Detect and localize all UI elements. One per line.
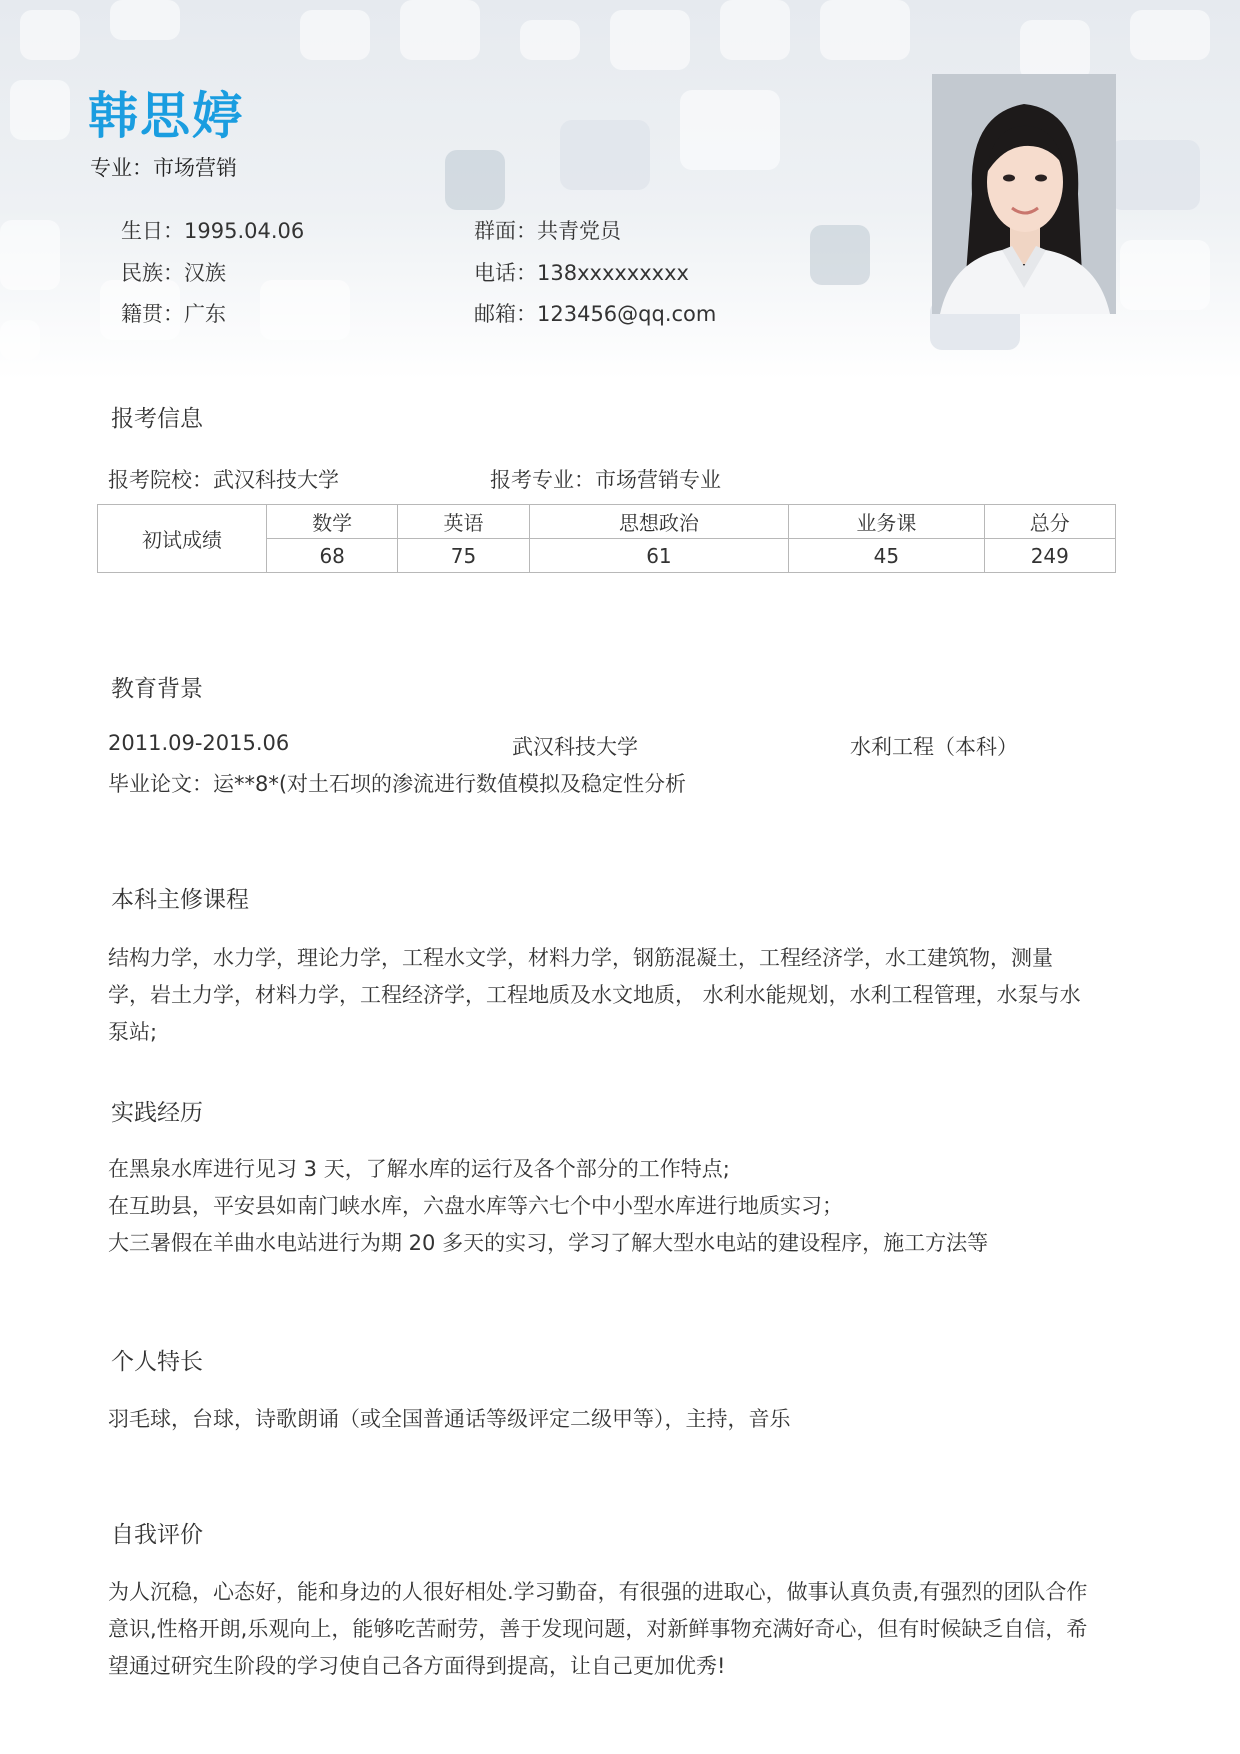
self-eval-text bbox=[108, 1574, 1128, 1685]
scores-table bbox=[97, 504, 1116, 573]
column-header-math: 数学 bbox=[267, 505, 398, 539]
phone-value: 138xxxxxxxxx bbox=[537, 261, 689, 285]
section-title-courses: 本科主修课程 bbox=[111, 887, 249, 913]
ethnicity-label: 民族： bbox=[121, 261, 184, 285]
practice-line: 大三暑假在羊曲水电站进行为期 20 多天的实习，学习了解大型水电站的建设程序，施工方法等 bbox=[108, 1231, 989, 1255]
section-title-practice: 实践经历 bbox=[111, 1100, 203, 1126]
origin-value: 广东 bbox=[184, 302, 226, 326]
ethnicity-value: 汉族 bbox=[184, 261, 226, 285]
political-label: 群面： bbox=[474, 219, 537, 243]
courses-line: 学，岩土力学，材料力学，工程经济学，工程地质及水文地质， 水利水能规划，水利工程管理，水泵与水 bbox=[108, 983, 1081, 1007]
skills-text: 羽毛球，台球，诗歌朗诵（或全国普通话等级评定二级甲等），主持，音乐 bbox=[108, 1407, 791, 1431]
birthday-label: 生日： bbox=[121, 219, 184, 243]
courses-text bbox=[108, 940, 1128, 1051]
table-row bbox=[98, 505, 1116, 539]
school-value: 武汉科技大学 bbox=[213, 468, 339, 492]
major-value: 市场营销 bbox=[153, 156, 237, 180]
candidate-name: 韩思婷 bbox=[88, 87, 244, 145]
self-eval-line: 意识,性格开朗,乐观向上，能够吃苦耐劳，善于发现问题，对新鲜事物充满好奇心，但有时候缺乏自信，希 bbox=[108, 1617, 1088, 1641]
score-politics: 61 bbox=[529, 539, 789, 573]
section-title-education: 教育背景 bbox=[111, 676, 203, 702]
applied-major-value: 市场营销专业 bbox=[595, 468, 721, 492]
info-political bbox=[474, 215, 621, 245]
major-label: 专业： bbox=[90, 156, 153, 180]
column-header-english: 英语 bbox=[398, 505, 529, 539]
info-phone bbox=[474, 257, 689, 287]
info-origin bbox=[121, 298, 226, 328]
score-math: 68 bbox=[267, 539, 398, 573]
education-period: 2011.09-2015.06 bbox=[108, 731, 290, 755]
column-header-total: 总分 bbox=[984, 505, 1115, 539]
practice-text bbox=[108, 1151, 1128, 1262]
education-degree: 水利工程（本科） bbox=[850, 735, 1018, 759]
email-label: 邮箱： bbox=[474, 302, 537, 326]
political-value: 共青党员 bbox=[537, 219, 621, 243]
practice-line: 在互助县，平安县如南门峡水库，六盘水库等六七个中小型水库进行地质实习； bbox=[108, 1194, 843, 1218]
courses-line: 结构力学，水力学，理论力学，工程水文学，材料力学，钢筋混凝土，工程经济学，水工建筑物，测量 bbox=[108, 946, 1053, 970]
origin-label: 籍贯： bbox=[121, 302, 184, 326]
phone-label: 电话： bbox=[474, 261, 537, 285]
score-total: 249 bbox=[984, 539, 1115, 573]
education-school: 武汉科技大学 bbox=[512, 735, 638, 759]
self-eval-line: 望通过研究生阶段的学习使自己各方面得到提高，让自己更加优秀! bbox=[108, 1654, 726, 1678]
score-professional: 45 bbox=[789, 539, 984, 573]
info-birthday bbox=[121, 215, 304, 245]
info-ethnicity bbox=[121, 257, 226, 287]
major-line bbox=[90, 152, 237, 182]
info-email bbox=[474, 298, 716, 328]
section-title-skills: 个人特长 bbox=[111, 1349, 203, 1375]
section-title-application: 报考信息 bbox=[111, 406, 203, 432]
courses-line: 泵站; bbox=[108, 1020, 158, 1044]
column-header-politics: 思想政治 bbox=[529, 505, 789, 539]
self-eval-line: 为人沉稳，心态好，能和身边的人很好相处.学习勤奋，有很强的进取心，做事认真负责,有强烈的团队合作 bbox=[108, 1580, 1088, 1604]
application-school bbox=[108, 464, 339, 494]
practice-line: 在黑泉水库进行见习 3 天，了解水库的运行及各个部分的工作特点; bbox=[108, 1157, 730, 1181]
email-value: 123456@qq.com bbox=[537, 302, 717, 326]
birthday-value: 1995.04.06 bbox=[184, 219, 305, 243]
row-header-cell: 初试成绩 bbox=[98, 505, 267, 573]
portrait-icon bbox=[932, 74, 1116, 314]
school-label: 报考院校： bbox=[108, 468, 213, 492]
application-major bbox=[490, 464, 721, 494]
education-thesis: 毕业论文：运**8*(对土石坝的渗流进行数值模拟及稳定性分析 bbox=[108, 772, 687, 796]
section-title-self-eval: 自我评价 bbox=[111, 1522, 203, 1548]
profile-photo bbox=[932, 74, 1116, 314]
column-header-professional: 业务课 bbox=[789, 505, 984, 539]
applied-major-label: 报考专业： bbox=[490, 468, 595, 492]
score-english: 75 bbox=[398, 539, 529, 573]
